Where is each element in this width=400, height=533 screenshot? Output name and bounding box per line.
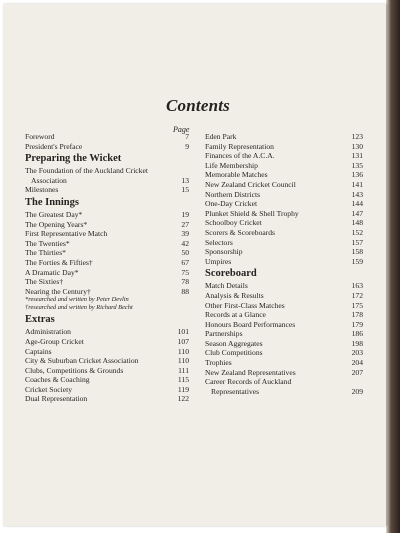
entry-title: President's Preface xyxy=(25,141,83,151)
contents-entry xyxy=(25,166,189,176)
entry-title: Schoolboy Cricket xyxy=(205,218,262,228)
entry-title: New Zealand Cricket Council xyxy=(205,179,296,189)
entry-page-number: 39 xyxy=(181,229,189,239)
footnote: *researched and written by Peter Devlin xyxy=(25,296,129,304)
entry-page-number: 13 xyxy=(181,175,189,185)
entry-page-number: 152 xyxy=(351,227,363,237)
entry-page-number: 144 xyxy=(351,199,363,209)
contents-entry xyxy=(25,347,189,357)
entry-page-number: 158 xyxy=(351,247,363,257)
contents-entry xyxy=(205,151,363,161)
entry-page-number: 119 xyxy=(177,384,189,394)
entry-page-number: 209 xyxy=(351,386,363,396)
entry-title: Memorable Matches xyxy=(205,170,268,180)
entry-title: Records at a Glance xyxy=(205,310,266,320)
entry-page-number: 7 xyxy=(185,132,189,141)
entry-page-number: 9 xyxy=(185,141,189,151)
contents-entry xyxy=(25,375,189,385)
entry-title: Analysis & Results xyxy=(205,290,264,300)
entry-page-number: 163 xyxy=(351,281,363,291)
entry-page-number: 42 xyxy=(181,238,189,248)
contents-entry xyxy=(205,209,363,219)
contents-right-column xyxy=(205,132,363,396)
contents-entry xyxy=(205,228,363,238)
contents-entry xyxy=(25,220,189,230)
entry-title: Selectors xyxy=(205,237,233,247)
entry-page-number: 101 xyxy=(177,327,189,337)
contents-entry xyxy=(205,291,363,301)
contents-entry xyxy=(25,258,189,268)
entry-title: Career Records of Auckland xyxy=(205,377,292,387)
entry-page-number: 179 xyxy=(351,319,363,329)
contents-entry xyxy=(205,301,363,311)
entry-page-number: 110 xyxy=(177,346,189,356)
entry-page-number: 115 xyxy=(177,375,189,385)
entry-title: Plunket Shield & Shell Trophy xyxy=(205,208,299,218)
entry-page-number: 131 xyxy=(351,151,363,161)
entry-title: A Dramatic Day* xyxy=(25,267,79,277)
entry-title: Dual Representation xyxy=(25,394,88,404)
contents-entry xyxy=(205,368,363,378)
entry-page-number: 207 xyxy=(351,367,363,377)
entry-title: New Zealand Representatives xyxy=(205,367,296,377)
entry-page-number: 15 xyxy=(181,185,189,195)
entry-page-number: 143 xyxy=(351,189,363,199)
entry-title: Life Membership xyxy=(205,160,258,170)
section-heading: Extras xyxy=(25,314,55,326)
footnote: †researched and written by Richard Becht xyxy=(25,304,133,312)
entry-title: Milestones xyxy=(25,185,59,195)
entry-title: The Twenties* xyxy=(25,238,70,248)
entry-page-number: 50 xyxy=(181,248,189,258)
entry-page-number: 141 xyxy=(351,179,363,189)
contents-entry xyxy=(205,132,363,142)
entry-page-number: 178 xyxy=(351,310,363,320)
entry-title: Partnerships xyxy=(205,329,243,339)
entry-page-number: 107 xyxy=(177,336,189,346)
entry-title: The Greatest Day* xyxy=(25,209,83,219)
entry-title: Club Competitions xyxy=(205,348,263,358)
contents-entry xyxy=(205,180,363,190)
entry-title: Umpires xyxy=(205,256,232,266)
contents-entry xyxy=(25,185,189,195)
entry-title: One-Day Cricket xyxy=(205,199,258,209)
contents-entry xyxy=(205,161,363,171)
contents-entry xyxy=(25,142,189,152)
book-spine-edge xyxy=(386,0,400,533)
entry-title: Match Details xyxy=(205,281,248,291)
contents-entry xyxy=(205,281,363,291)
contents-entry xyxy=(205,310,363,320)
entry-title: Trophies xyxy=(205,358,232,368)
entry-page-number: 122 xyxy=(177,394,189,404)
contents-left-column xyxy=(25,132,189,404)
contents-entry xyxy=(205,377,363,387)
contents-entry xyxy=(205,339,363,349)
entry-title: Northern Districts xyxy=(205,189,261,199)
entry-title: Association xyxy=(31,175,67,185)
entry-page-number: 75 xyxy=(181,267,189,277)
entry-title: Honours Board Performances xyxy=(205,319,296,329)
contents-entry xyxy=(25,366,189,376)
entry-page-number: 203 xyxy=(351,348,363,358)
entry-page-number: 157 xyxy=(351,237,363,247)
contents-entry xyxy=(25,229,189,239)
contents-entry xyxy=(25,327,189,337)
page-column-header: Page xyxy=(173,125,190,134)
entry-title: City & Suburban Cricket Association xyxy=(25,356,139,366)
entry-title: Sponsorship xyxy=(205,247,243,257)
contents-entry xyxy=(25,356,189,366)
contents-entry xyxy=(205,142,363,152)
entry-title: Administration xyxy=(25,327,71,337)
entry-title: Captains xyxy=(25,346,52,356)
page-title: Contents xyxy=(166,96,230,115)
entry-title: The Thirties* xyxy=(25,248,66,258)
section-heading: The Innings xyxy=(25,196,79,208)
entry-page-number: 88 xyxy=(181,286,189,296)
contents-entry xyxy=(205,199,363,209)
contents-entry xyxy=(205,257,363,267)
entry-title: Nearing the Century† xyxy=(25,286,91,296)
entry-title: Foreword xyxy=(25,132,55,141)
book-page xyxy=(3,4,386,526)
entry-page-number: 78 xyxy=(181,277,189,287)
contents-entry xyxy=(205,329,363,339)
contents-entry xyxy=(205,247,363,257)
entry-title: Cricket Society xyxy=(25,384,73,394)
entry-title: First Representative Match xyxy=(25,229,108,239)
contents-entry xyxy=(25,239,189,249)
contents-entry xyxy=(205,320,363,330)
entry-title: Finances of the A.C.A. xyxy=(205,151,275,161)
entry-page-number: 19 xyxy=(181,209,189,219)
entry-page-number: 27 xyxy=(181,219,189,229)
entry-page-number: 67 xyxy=(181,257,189,267)
entry-title: Season Aggregates xyxy=(205,338,263,348)
contents-entry xyxy=(25,248,189,258)
entry-title: Clubs, Competitions & Grounds xyxy=(25,365,124,375)
entry-page-number: 175 xyxy=(351,300,363,310)
entry-page-number: 198 xyxy=(351,338,363,348)
entry-title: Other First-Class Matches xyxy=(205,300,285,310)
entry-page-number: 123 xyxy=(351,132,363,141)
contents-entry xyxy=(25,210,189,220)
entry-title: Age-Group Cricket xyxy=(25,336,84,346)
section-heading: Preparing the Wicket xyxy=(25,153,122,165)
entry-page-number: 204 xyxy=(351,358,363,368)
entry-title: Coaches & Coaching xyxy=(25,375,90,385)
contents-entry xyxy=(25,394,189,404)
section-heading: Scoreboard xyxy=(205,268,257,280)
contents-entry xyxy=(25,176,189,186)
contents-entry xyxy=(25,132,189,142)
entry-title: The Opening Years* xyxy=(25,219,88,229)
entry-page-number: 172 xyxy=(351,290,363,300)
entry-title: Eden Park xyxy=(205,132,237,141)
contents-entry xyxy=(25,385,189,395)
entry-page-number: 136 xyxy=(351,170,363,180)
entry-title: The Sixties† xyxy=(25,277,64,287)
contents-entry xyxy=(25,277,189,287)
entry-page-number: 159 xyxy=(351,256,363,266)
entry-page-number: 148 xyxy=(351,218,363,228)
contents-entry xyxy=(205,218,363,228)
entry-page-number: 130 xyxy=(351,141,363,151)
contents-entry xyxy=(205,358,363,368)
contents-entry xyxy=(205,170,363,180)
entry-page-number: 110 xyxy=(177,356,189,366)
entry-page-number: 135 xyxy=(351,160,363,170)
entry-page-number: 111 xyxy=(178,365,189,375)
contents-entry xyxy=(205,238,363,248)
entry-page-number: 147 xyxy=(351,208,363,218)
entry-title: Family Representation xyxy=(205,141,274,151)
entry-title: Representatives xyxy=(211,386,260,396)
contents-entry xyxy=(205,348,363,358)
entry-title: The Forties & Fifties† xyxy=(25,257,93,267)
contents-entry xyxy=(205,387,363,397)
entry-title: The Foundation of the Auckland Cricket xyxy=(25,166,148,176)
entry-page-number: 186 xyxy=(351,329,363,339)
contents-entry xyxy=(25,337,189,347)
contents-entry xyxy=(25,268,189,278)
contents-entry xyxy=(25,287,189,297)
entry-title: Scorers & Scoreboards xyxy=(205,227,276,237)
contents-entry xyxy=(205,190,363,200)
